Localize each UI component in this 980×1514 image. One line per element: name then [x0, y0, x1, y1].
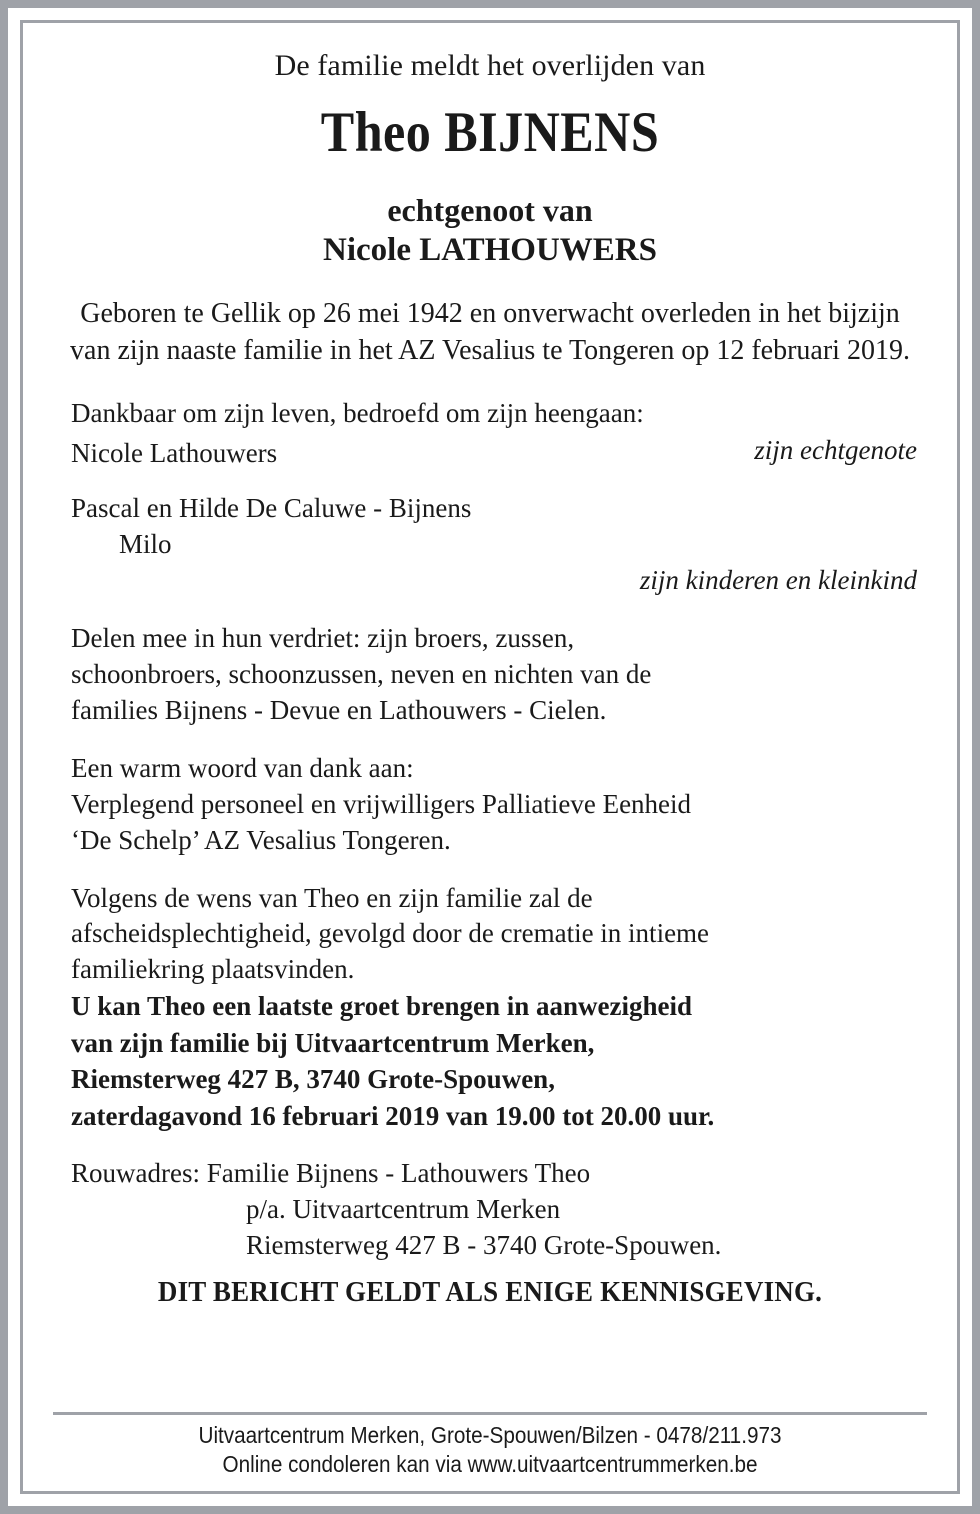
widow-block	[45, 436, 935, 470]
relation-label: echtgenoot van	[387, 192, 593, 228]
children-block	[45, 491, 935, 563]
condolences-block	[45, 621, 935, 729]
gratitude-block	[45, 396, 935, 432]
mourning-address-line-3: Riemsterweg 427 B - 3740 Grote-Spouwen.	[246, 1229, 722, 1260]
widow-name: Nicole Lathouwers	[71, 437, 278, 468]
ceremony-line-1: Volgens de wens van Theo en zijn familie zal de	[71, 882, 593, 913]
children-line: Pascal en Hilde De Caluwe - Bijnens	[71, 493, 472, 524]
ceremony-line-2: afscheidsplechtigheid, gevolgd door de crematie in intieme	[71, 918, 710, 949]
spouse-block	[45, 191, 935, 270]
condolences-line-1: Delen mee in hun verdriet: zijn broers, zussen,	[71, 623, 575, 654]
visitation-line-1: U kan Theo een laatste groet brengen in aanwezigheid	[71, 991, 693, 1022]
thanks-intro: Een warm woord van dank aan:	[71, 752, 414, 783]
ceremony-line-3: familiekring plaatsvinden.	[71, 954, 355, 985]
ceremony-block	[45, 881, 935, 989]
footer-contact	[45, 1421, 935, 1491]
obituary-content	[45, 23, 935, 1412]
widow-role: zijn echtgenote	[754, 435, 917, 466]
footer-divider	[53, 1412, 927, 1415]
obituary-inner-frame	[20, 20, 960, 1494]
visitation-block	[45, 988, 935, 1134]
birth-death-paragraph: Geboren te Gellik op 26 mei 1942 en onverwacht overleden in het bijzijn van zijn naaste familie in het AZ Vesalius te Tongeren op 12 februari 2019.	[70, 298, 910, 366]
children-role: zijn kinderen en kleinkind	[639, 565, 917, 596]
condolences-line-2: schoonbroers, schoonzussen, neven en nichten van de	[71, 658, 652, 689]
deceased-name: Theo BIJNENS	[320, 101, 660, 164]
children-role-block	[45, 563, 935, 599]
mourning-address-line-2: p/a. Uitvaartcentrum Merken	[246, 1193, 561, 1224]
thanks-line-2: ‘De Schelp’ AZ Vesalius Tongeren.	[71, 824, 451, 855]
footer-line-1: Uitvaartcentrum Merken, Grote-Spouwen/Bilzen - 0478/211.973	[198, 1422, 782, 1449]
mourning-address-line-1: Rouwadres: Familie Bijnens - Lathouwers Theo	[71, 1157, 591, 1188]
final-notice: DIT BERICHT GELDT ALS ENIGE KENNISGEVING.	[157, 1275, 823, 1308]
visitation-line-2: van zijn familie bij Uitvaartcentrum Merken,	[71, 1027, 595, 1058]
spouse-name: Nicole LATHOUWERS	[323, 232, 657, 269]
footer-line-2: Online condoleren kan via www.uitvaartcentrummerken.be	[222, 1451, 758, 1478]
visitation-line-4: zaterdagavond 16 februari 2019 van 19.00 tot 20.00 uur.	[71, 1100, 715, 1131]
thanks-block	[45, 751, 935, 859]
thanks-line-1: Verplegend personeel en vrijwilligers Palliatieve Eenheid	[71, 788, 692, 819]
condolences-line-3: families Bijnens - Devue en Lathouwers - Cielen.	[71, 694, 607, 725]
grandchild-line: Milo	[119, 529, 172, 560]
visitation-line-3: Riemsterweg 427 B, 3740 Grote-Spouwen,	[71, 1064, 555, 1095]
mourning-address-block	[45, 1156, 935, 1264]
gratitude-intro: Dankbaar om zijn leven, bedroefd om zijn heengaan:	[71, 397, 644, 428]
announcement-line: De familie meldt het overlijden van	[274, 49, 706, 82]
